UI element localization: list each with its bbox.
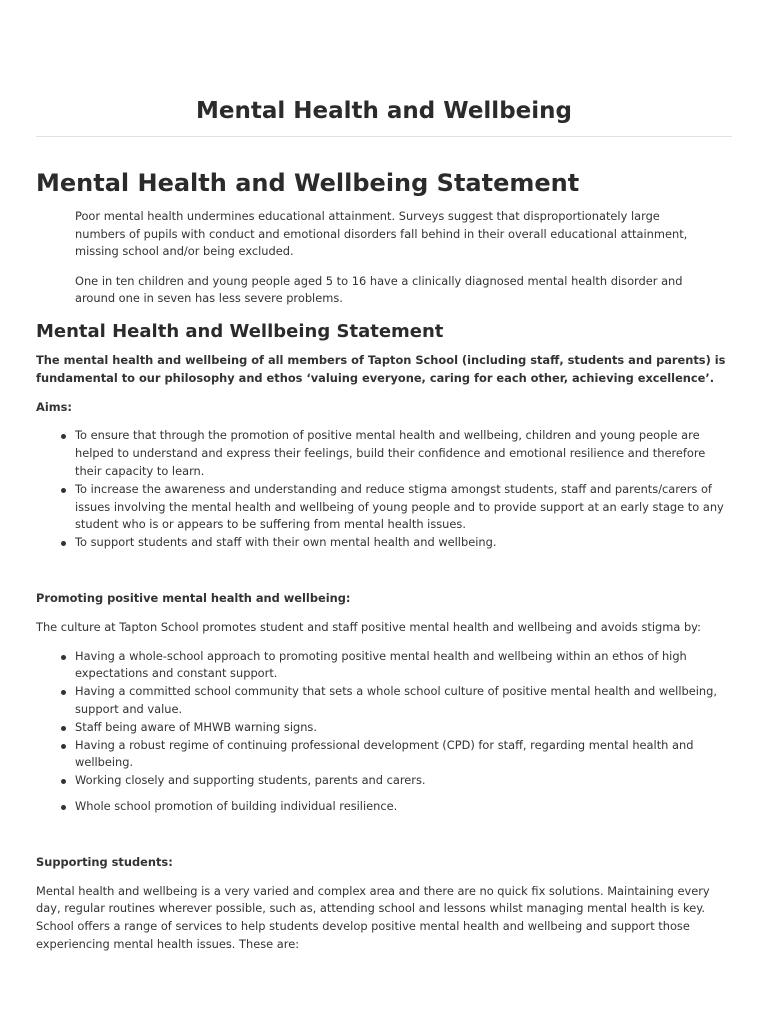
bullet-icon: [61, 805, 66, 810]
spacer: [36, 816, 732, 854]
main-content: [36, 168, 732, 965]
list-item-text: Staff being aware of MHWB warning signs.: [75, 719, 317, 734]
list-item: [75, 719, 732, 737]
list-item: [75, 772, 732, 790]
bullet-icon: [61, 655, 66, 660]
bullet-icon: [61, 744, 66, 749]
list-item: [75, 427, 732, 480]
promoting-list: [36, 648, 732, 790]
list-item-text: To increase the awareness and understanding and reduce stigma amongst students, staff and parents/carers of issues involving the mental health and wellbeing of young people and to provide support at an early stage to any student who is or appears to be suffering from mental health issues.: [75, 481, 724, 532]
list-item-text: Having a committed school community that sets a whole school culture of positive mental health and wellbeing, support and value.: [75, 684, 717, 716]
ethos-paragraph: The mental health and wellbeing of all members of Tapton School (including staff, students and parents) is fundamental to our philosophy and ethos ‘valuing everyone, caring for each other, achieving excellence’.: [36, 352, 726, 385]
list-item-text: Having a robust regime of continuing professional development (CPD) for staff, regarding mental health and wellbeing.: [75, 737, 694, 770]
statement-subheading: Mental Health and Wellbeing Statement: [36, 320, 444, 342]
supporting-heading: Supporting students:: [36, 854, 173, 869]
bullet-icon: [61, 434, 66, 439]
promoting-heading: Promoting positive mental health and wellbeing:: [36, 590, 351, 605]
list-item: [75, 481, 732, 534]
quote-paragraph: Poor mental health undermines educational attainment. Surveys suggest that disproportionately large numbers of pupils with conduct and emotional disorders fall behind in their overall educational attainment, missing school and/or being excluded.: [75, 209, 688, 259]
aims-list: [36, 427, 732, 552]
bullet-icon: [61, 488, 66, 493]
title-divider: [36, 136, 732, 137]
quote-paragraph: One in ten children and young people aged 5 to 16 have a clinically diagnosed mental health disorder and around one in seven has less severe problems.: [75, 273, 683, 306]
bullet-icon: [61, 726, 66, 731]
list-item: [75, 683, 732, 719]
list-item-text: Having a whole-school approach to promoting positive mental health and wellbeing within an ethos of high expectations and constant support.: [75, 648, 687, 681]
spacer: [36, 552, 732, 590]
list-item-text: Whole school promotion of building individual resilience.: [75, 798, 398, 813]
statement-blockquote: [75, 208, 705, 308]
bullet-icon: [61, 690, 66, 695]
list-item: [75, 798, 732, 816]
list-item-text: Working closely and supporting students, parents and carers.: [75, 773, 426, 788]
bullet-icon: [61, 541, 66, 546]
statement-heading: Mental Health and Wellbeing Statement: [36, 169, 580, 197]
bullet-icon: [61, 779, 66, 784]
spacer: [36, 790, 732, 798]
supporting-paragraph: Mental health and wellbeing is a very varied and complex area and there are no quick fix solutions. Maintaining every day, regular routines wherever possible, such as, attending school and lessons whilst managing mental health is key. School offers a range of services to help students develop positive mental health and wellbeing and support those experiencing mental health issues. These are:: [36, 883, 710, 951]
resilience-list: [36, 798, 732, 816]
page-title: Mental Health and Wellbeing: [196, 98, 572, 124]
list-item: [75, 534, 732, 552]
list-item: [75, 737, 732, 773]
list-item-text: To support students and staff with their own mental health and wellbeing.: [75, 535, 497, 550]
promoting-intro: The culture at Tapton School promotes student and staff positive mental health and wellbeing and avoids stigma by:: [36, 619, 701, 634]
list-item-text: To ensure that through the promotion of positive mental health and wellbeing, children and young people are helped to understand and express their feelings, build their confidence and emotional resilience and therefore their capacity to learn.: [75, 428, 706, 478]
list-item: [75, 648, 732, 684]
aims-label: Aims:: [36, 399, 72, 414]
